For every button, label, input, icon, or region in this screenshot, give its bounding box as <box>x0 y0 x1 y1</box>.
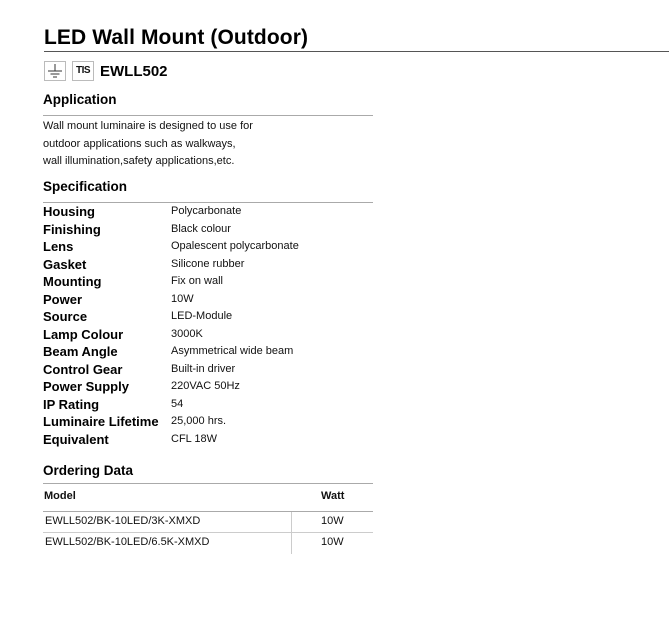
spec-value: 10W <box>171 292 194 305</box>
spec-value: 25,000 hrs. <box>171 415 227 427</box>
model-cell: EWLL502/BK-10LED/6.5K-XMXD <box>45 536 210 548</box>
column-header-watt: Watt <box>321 490 345 502</box>
specification-divider <box>43 202 373 203</box>
ground-symbol-icon <box>44 61 66 81</box>
spec-label: Luminaire Lifetime <box>43 414 159 429</box>
specification-heading: Specification <box>43 179 128 194</box>
model-cell: EWLL502/BK-10LED/3K-XMXD <box>45 515 201 527</box>
spec-label: Lens <box>43 239 74 254</box>
spec-value: Black colour <box>171 222 231 235</box>
spec-label: Beam Angle <box>43 344 118 359</box>
table-row <box>43 533 373 554</box>
spec-value: 54 <box>171 397 184 410</box>
spec-value: Built-in driver <box>171 362 236 375</box>
watt-cell: 10W <box>321 515 344 527</box>
spec-value: 220VAC 50Hz <box>171 380 240 392</box>
tis-certification-icon: TIS <box>72 61 94 81</box>
application-line: outdoor applications such as walkways, <box>43 137 236 150</box>
spec-label: Gasket <box>43 256 87 272</box>
spec-value: Opalescent polycarbonate <box>171 240 299 252</box>
spec-label: Source <box>43 309 88 324</box>
application-line: wall illumination,safety applications,etc. <box>43 155 235 167</box>
spec-label: Mounting <box>43 274 102 289</box>
spec-label: Power <box>43 291 83 307</box>
watt-cell: 10W <box>321 536 344 548</box>
application-line: Wall mount luminaire is designed to use for <box>43 120 253 132</box>
application-description <box>43 118 343 171</box>
product-code: EWLL502 <box>100 63 168 80</box>
spec-label: Control Gear <box>43 361 123 377</box>
spec-label: Lamp Colour <box>43 326 124 342</box>
spec-value: Silicone rubber <box>171 257 245 270</box>
title-divider <box>44 51 669 52</box>
column-divider <box>291 512 292 533</box>
spec-label: IP Rating <box>43 396 100 412</box>
column-divider <box>291 533 292 554</box>
spec-label: Equivalent <box>43 431 109 447</box>
ordering-heading: Ordering Data <box>43 463 134 478</box>
spec-value: 3000K <box>171 327 203 340</box>
application-heading: Application <box>43 92 117 107</box>
spec-value: CFL 18W <box>171 432 218 445</box>
column-header-model: Model <box>44 490 76 502</box>
application-divider <box>43 115 373 116</box>
spec-value: Fix on wall <box>171 275 223 287</box>
table-row <box>43 512 373 533</box>
spec-label: Finishing <box>43 221 101 237</box>
spec-value: Asymmetrical wide beam <box>171 345 294 357</box>
page-title: LED Wall Mount (Outdoor) <box>44 26 309 49</box>
spec-label: Housing <box>43 204 95 219</box>
ordering-divider <box>43 483 373 484</box>
spec-value: Polycarbonate <box>171 205 242 217</box>
spec-value: LED-Module <box>171 310 233 322</box>
spec-label: Power Supply <box>43 379 129 394</box>
